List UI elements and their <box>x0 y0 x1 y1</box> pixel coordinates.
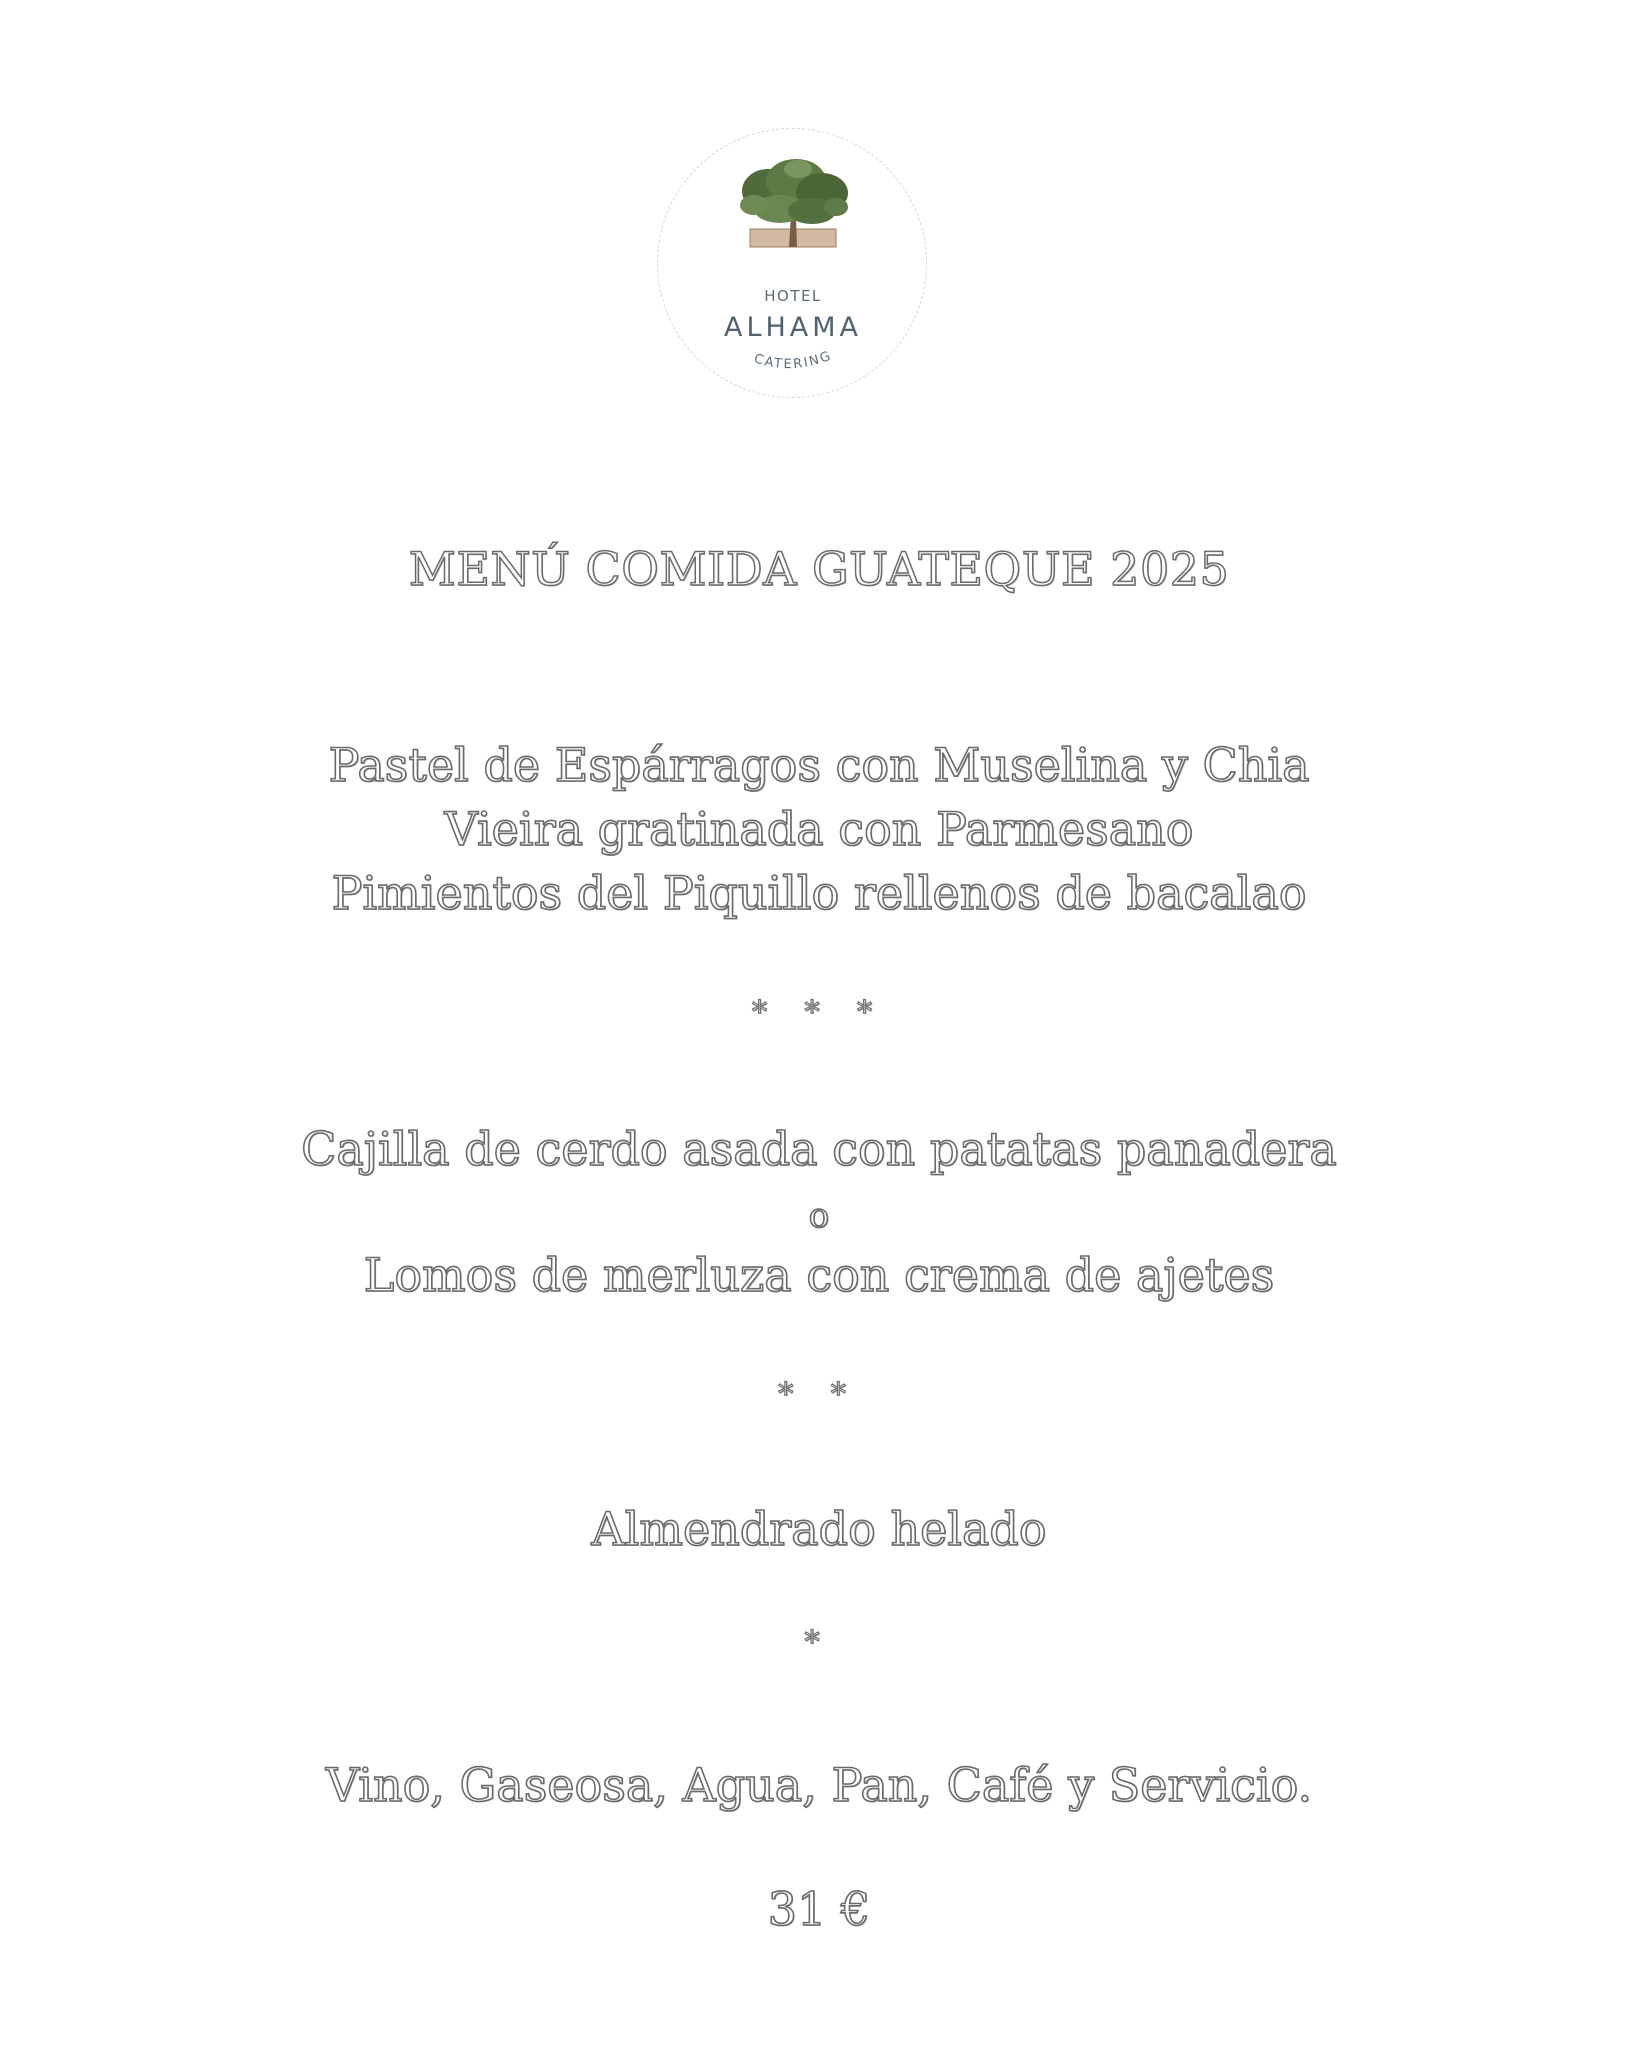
starter-item-3: Pimientos del Piquillo rellenos de bacalao <box>331 866 1307 920</box>
main-option-2: Lomos de merluza con crema de ajetes <box>363 1248 1275 1302</box>
tree-icon <box>658 129 928 399</box>
includes-text: Vino, Gaseosa, Agua, Pan, Café y Servicio. <box>325 1758 1313 1812</box>
dessert-item: Almendrado helado <box>591 1502 1047 1556</box>
hotel-logo <box>657 128 927 398</box>
logo-name-text: ALHAMA <box>723 312 863 343</box>
logo-hotel-text: HOTEL <box>764 287 822 305</box>
starter-item-1: Pastel de Espárragos con Muselina y Chia <box>328 738 1310 792</box>
logo-catering-text: CATERING <box>752 348 835 373</box>
price-text: 31 € <box>767 1882 871 1936</box>
starter-item-2: Vieira gratinada con Parmesano <box>444 802 1194 856</box>
separator-3: * <box>804 1625 834 1660</box>
menu-title: MENÚ COMIDA GUATEQUE 2025 <box>408 542 1230 596</box>
separator-2: * * <box>778 1377 860 1412</box>
main-option-1: Cajilla de cerdo asada con patatas panadera <box>301 1122 1337 1176</box>
separator-1: * * * <box>751 995 887 1030</box>
svg-text:CATERING <box>752 348 834 372</box>
main-or-text: o <box>808 1196 830 1236</box>
